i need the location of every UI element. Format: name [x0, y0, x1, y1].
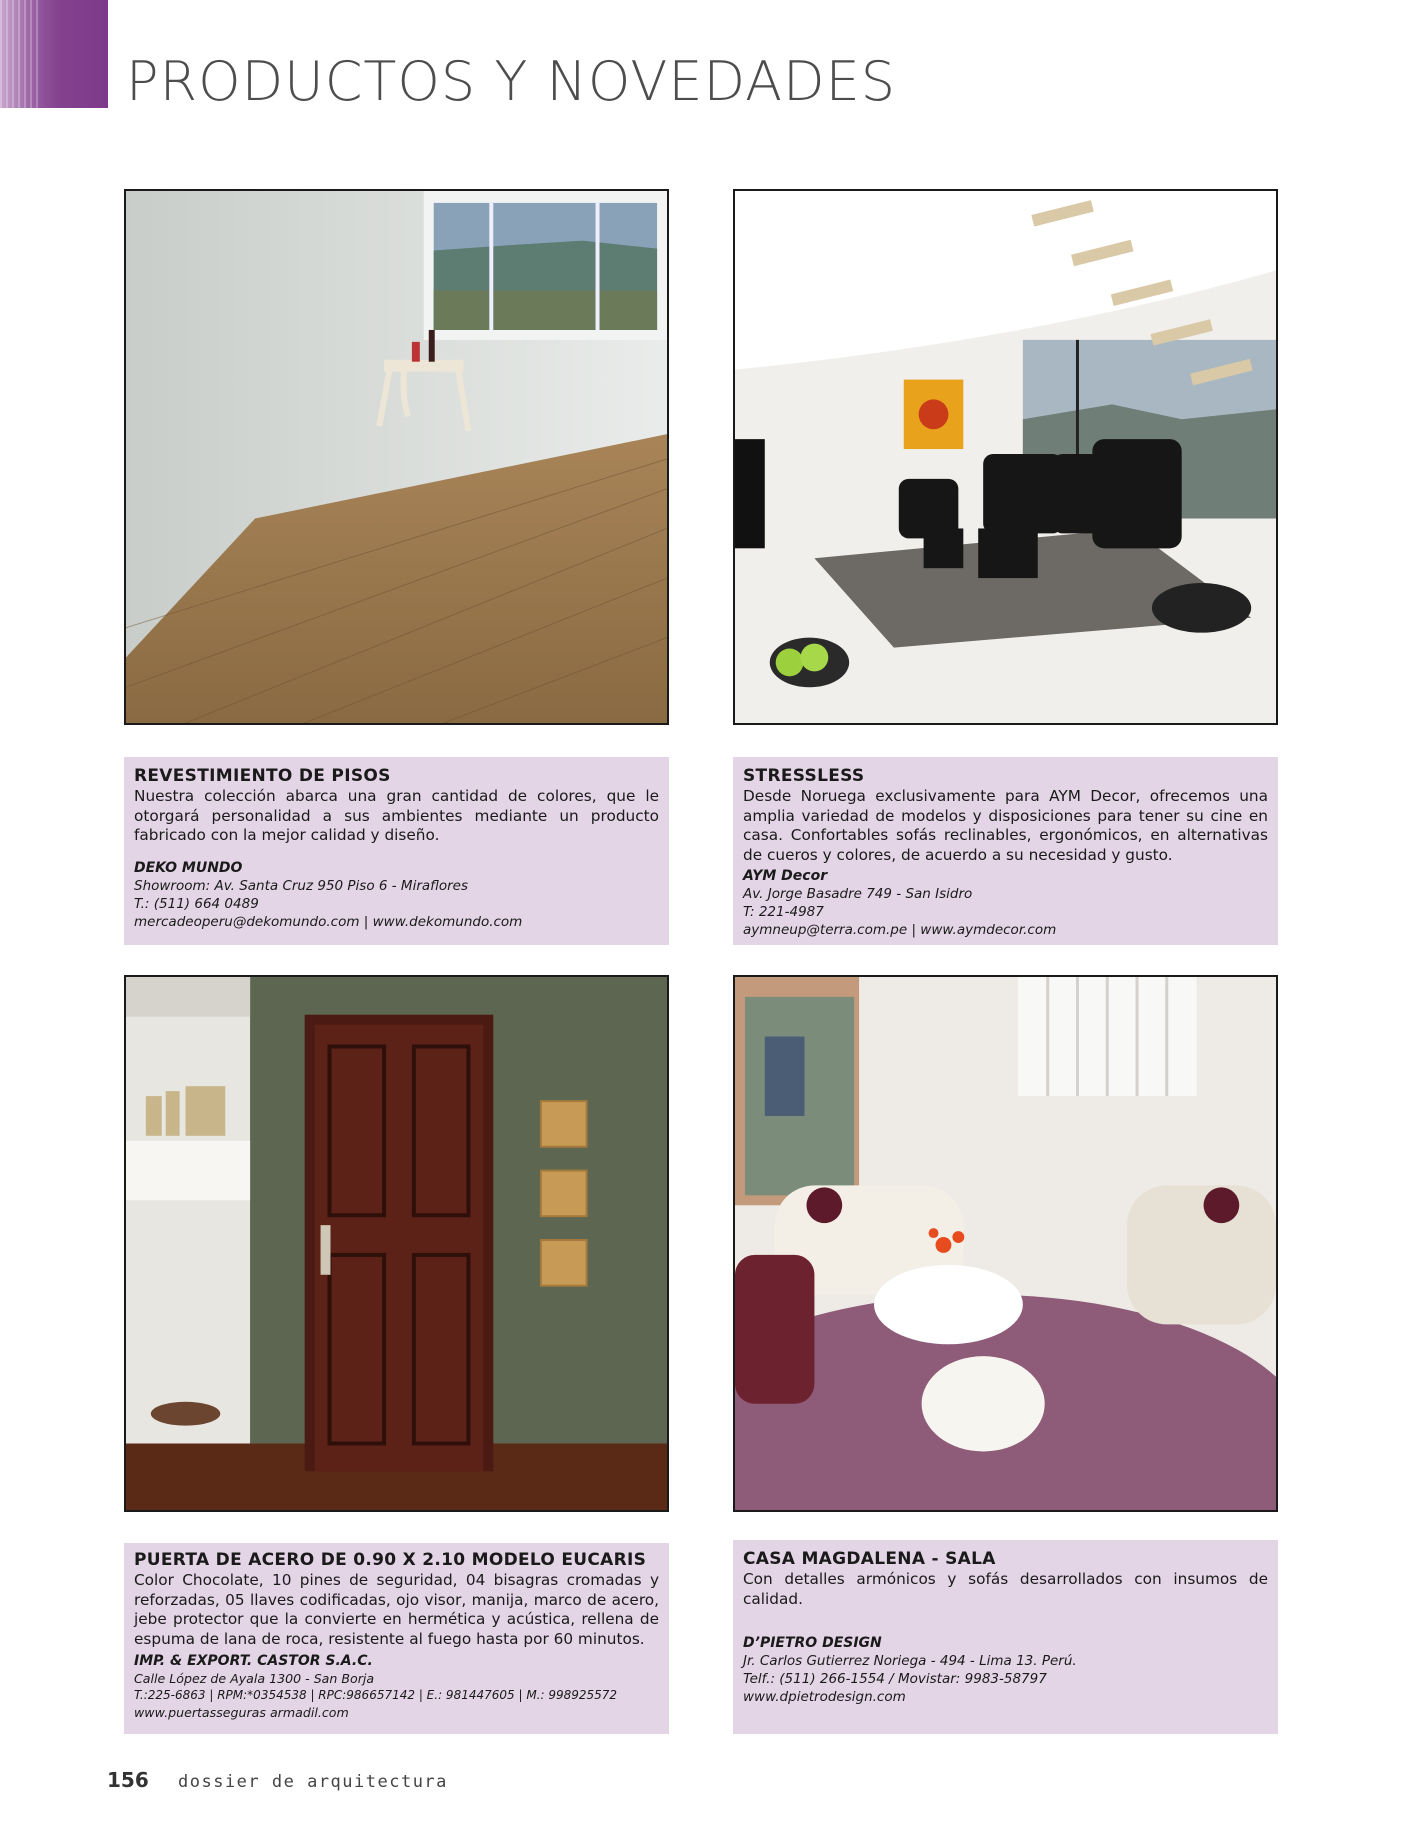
product-card [124, 1543, 669, 1734]
living-room-photo [733, 189, 1278, 725]
contact-line: mercadeoperu@dekomundo.com | www.dekomundo.com [134, 913, 523, 930]
product-title: CASA MAGDALENA - SALA [743, 1549, 996, 1569]
contact-line: Showroom: Av. Santa Cruz 950 Piso 6 - Miraflores [134, 877, 469, 894]
contact-line: T: 221-4987 [743, 904, 824, 920]
contact-line: Av. Jorge Basadre 749 - San Isidro [743, 886, 973, 902]
magazine-name: dossier de arquitectura [178, 1772, 448, 1792]
product-card [733, 757, 1278, 945]
product-title: PUERTA DE ACERO DE 0.90 X 2.10 MODELO EUCARIS [134, 1550, 647, 1570]
contact-line: www.puertasseguras armadil.com [134, 1705, 349, 1720]
product-title: STRESSLESS [743, 766, 865, 786]
door-photo [124, 975, 669, 1512]
contact-line: Jr. Carlos Gutierrez Noriega - 494 - Lima 13. Perú. [743, 1653, 1077, 1669]
product-card [124, 757, 669, 945]
contact-line: Calle López de Ayala 1300 - San Borja [134, 1671, 375, 1686]
sala-photo [733, 975, 1278, 1512]
product-description: Color Chocolate, 10 pines de seguridad, 04 bisagras cromadas y reforzadas, 05 llaves codificadas, ojo visor, manija, marco de acero, jebe protector que la convierte en hermética y acústica, rellena de espuma de lana de roca, resistente al fuego hasta por 60 minutos. [134, 1571, 659, 1648]
page-title: PRODUCTOS Y NOVEDADES [126, 50, 897, 113]
company-name: AYM Decor [743, 868, 828, 884]
floor-photo [124, 189, 669, 725]
product-description: Nuestra colección abarca una gran cantidad de colores, que le otorgará personalidad a sus ambientes mediante un producto fabricado con la mejor calidad y diseño. [134, 787, 659, 844]
product-description: Desde Noruega exclusivamente para AYM Decor, ofrecemos una amplia variedad de modelos y disposiciones para tener su cine en casa. Confortables sofás reclinables, ergonómicos, en alternativas de cueros y colores, de acuerdo a su necesidad y gusto. [743, 787, 1268, 864]
contact-line: T.: (511) 664 0489 [134, 895, 259, 912]
product-card [733, 1540, 1278, 1734]
company-name: IMP. & EXPORT. CASTOR S.A.C. [134, 1653, 373, 1669]
page-number: 156 [107, 1768, 149, 1792]
contact-line: T.:225-6863 | RPM:*0354538 | RPC:986657142 | E.: 981447605 | M.: 998925572 [134, 1688, 618, 1702]
product-title: REVESTIMIENTO DE PISOS [134, 766, 391, 786]
contact-line: aymneup@terra.com.pe | www.aymdecor.com [743, 922, 1057, 938]
header-accent-bar [0, 0, 108, 108]
contact-line: www.dpietrodesign.com [743, 1689, 906, 1705]
product-description: Con detalles armónicos y sofás desarrollados con insumos de calidad. [743, 1570, 1268, 1608]
company-name: D’PIETRO DESIGN [743, 1635, 882, 1651]
contact-line: Telf.: (511) 266-1554 / Movistar: 9983-58797 [743, 1671, 1047, 1687]
company-name: DEKO MUNDO [134, 859, 243, 876]
